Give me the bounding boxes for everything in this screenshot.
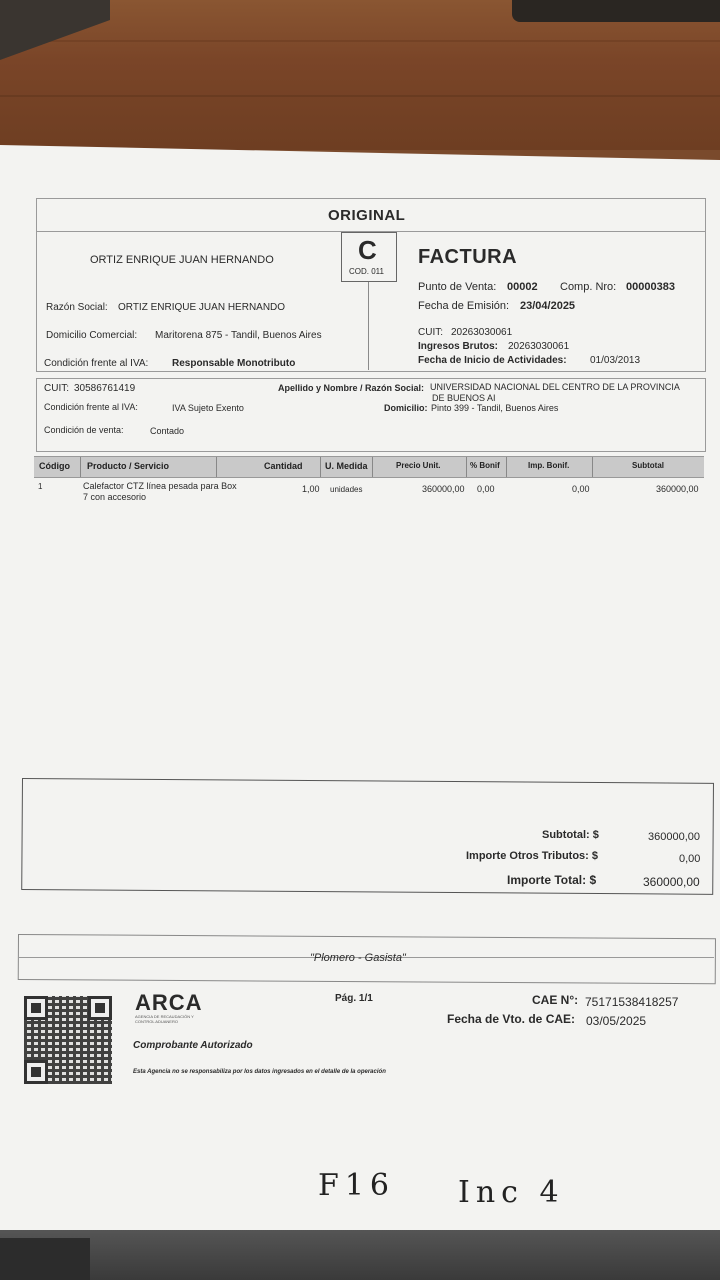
wooden-table-background [0, 0, 720, 150]
th-unidad: U. Medida [325, 461, 368, 471]
client-domicilio-label: Domicilio: [384, 403, 428, 413]
th-codigo: Código [39, 461, 70, 471]
client-domicilio-value: Pinto 399 - Tandil, Buenos Aires [431, 403, 559, 413]
disclaimer: Esta Agencia no se responsabiliza por los datos ingresados en el detalle de la operación [133, 1069, 386, 1075]
original-label: ORIGINAL [328, 207, 406, 224]
th-producto: Producto / Servicio [87, 461, 170, 471]
th-cantidad: Cantidad [264, 461, 303, 471]
qr-code [24, 996, 112, 1084]
arca-logo-subtitle: AGENCIA DE RECAUDACIÓN Y CONTROL ADUANERO [135, 1014, 194, 1024]
client-nombre-line2: DE BUENOS AI [432, 393, 496, 403]
row-cantidad: 1,00 [302, 484, 320, 494]
row-bonif-pct: 0,00 [477, 484, 495, 494]
punto-venta-value: 00002 [507, 281, 538, 293]
client-cond-iva-value: IVA Sujeto Exento [172, 403, 244, 413]
fecha-emision-value: 23/04/2025 [520, 300, 576, 312]
inicio-value: 01/03/2013 [590, 355, 641, 366]
header-divider [368, 282, 369, 370]
client-cond-venta-value: Contado [150, 426, 185, 436]
row-precio: 360000,00 [422, 484, 465, 494]
otros-tributos-value: 0,00 [679, 853, 701, 865]
cod-label: COD. 011 [349, 267, 384, 276]
subtotal-value: 360000,00 [648, 831, 700, 843]
cae-value: 75171538418257 [585, 995, 679, 1009]
ingresos-value: 20263030061 [508, 341, 570, 352]
comp-nro-label: Comp. Nro: [560, 281, 617, 293]
comprobante-autorizado: Comprobante Autorizado [133, 1040, 253, 1051]
subtotal-label: Subtotal: $ [542, 829, 599, 841]
client-cond-iva-label: Condición frente al IVA: [44, 402, 138, 412]
floor-background [0, 1230, 720, 1280]
handwritten-note-2: Inc 4 [458, 1175, 565, 1210]
th-subtotal: Subtotal [632, 461, 664, 470]
row-producto-line2: 7 con accesorio [83, 492, 147, 502]
row-unidad: unidades [330, 485, 363, 494]
client-cuit-value: 30586761419 [74, 383, 136, 394]
fecha-emision-label: Fecha de Emisión: [418, 300, 510, 312]
cae-label: CAE N°: [532, 993, 579, 1007]
cae-vto-value: 03/05/2025 [586, 1014, 647, 1028]
row-codigo: 1 [38, 482, 43, 491]
phone-edge [512, 0, 720, 22]
client-cond-venta-label: Condición de venta: [44, 425, 124, 435]
issuer-name: ORTIZ ENRIQUE JUAN HERNANDO [90, 254, 274, 266]
row-imp-bonif: 0,00 [572, 484, 590, 494]
cond-iva-value: Responsable Monotributo [172, 358, 296, 369]
handwritten-note-1: F16 [318, 1168, 395, 1203]
cae-vto-label: Fecha de Vto. de CAE: [447, 1012, 576, 1026]
inicio-label: Fecha de Inicio de Actividades: [418, 355, 567, 366]
client-nombre-line1: UNIVERSIDAD NACIONAL DEL CENTRO DE LA PROVINCIA [430, 382, 680, 392]
total-label: Importe Total: $ [507, 873, 597, 887]
domicilio-value: Maritorena 875 - Tandil, Buenos Aires [155, 330, 322, 341]
page-number: Pág. 1/1 [335, 993, 373, 1004]
otros-tributos-label: Importe Otros Tributos: $ [466, 850, 599, 862]
ingresos-label: Ingresos Brutos: [418, 341, 499, 352]
domicilio-label: Domicilio Comercial: [46, 330, 138, 341]
doc-type: FACTURA [418, 246, 518, 268]
items-table-header [34, 456, 704, 478]
arca-logo: ARCA [135, 990, 203, 1015]
total-value: 360000,00 [643, 875, 700, 889]
row-subtotal: 360000,00 [656, 484, 699, 494]
th-precio: Precio Unit. [396, 461, 441, 470]
invoice-letter: C [358, 235, 377, 265]
razon-social-value: ORTIZ ENRIQUE JUAN HERNANDO [118, 302, 286, 313]
th-bonif-pct: % Bonif [470, 461, 500, 470]
comp-nro-value: 00000383 [626, 281, 675, 293]
totals-box [21, 778, 714, 895]
leyenda-text: "Plomero - Gasista" [310, 952, 406, 964]
razon-social-label: Razón Social: [46, 302, 108, 313]
cond-iva-label: Condición frente al IVA: [44, 358, 149, 369]
th-imp-bonif: Imp. Bonif. [528, 461, 570, 470]
client-cuit-label: CUIT: [44, 383, 69, 394]
row-producto-line1: Calefactor CTZ línea pesada para Box [83, 481, 237, 491]
cuit-value: 20263030061 [451, 327, 513, 338]
cuit-label: CUIT: [418, 327, 443, 338]
client-nombre-label: Apellido y Nombre / Razón Social: [278, 383, 425, 393]
punto-venta-label: Punto de Venta: [418, 281, 497, 293]
